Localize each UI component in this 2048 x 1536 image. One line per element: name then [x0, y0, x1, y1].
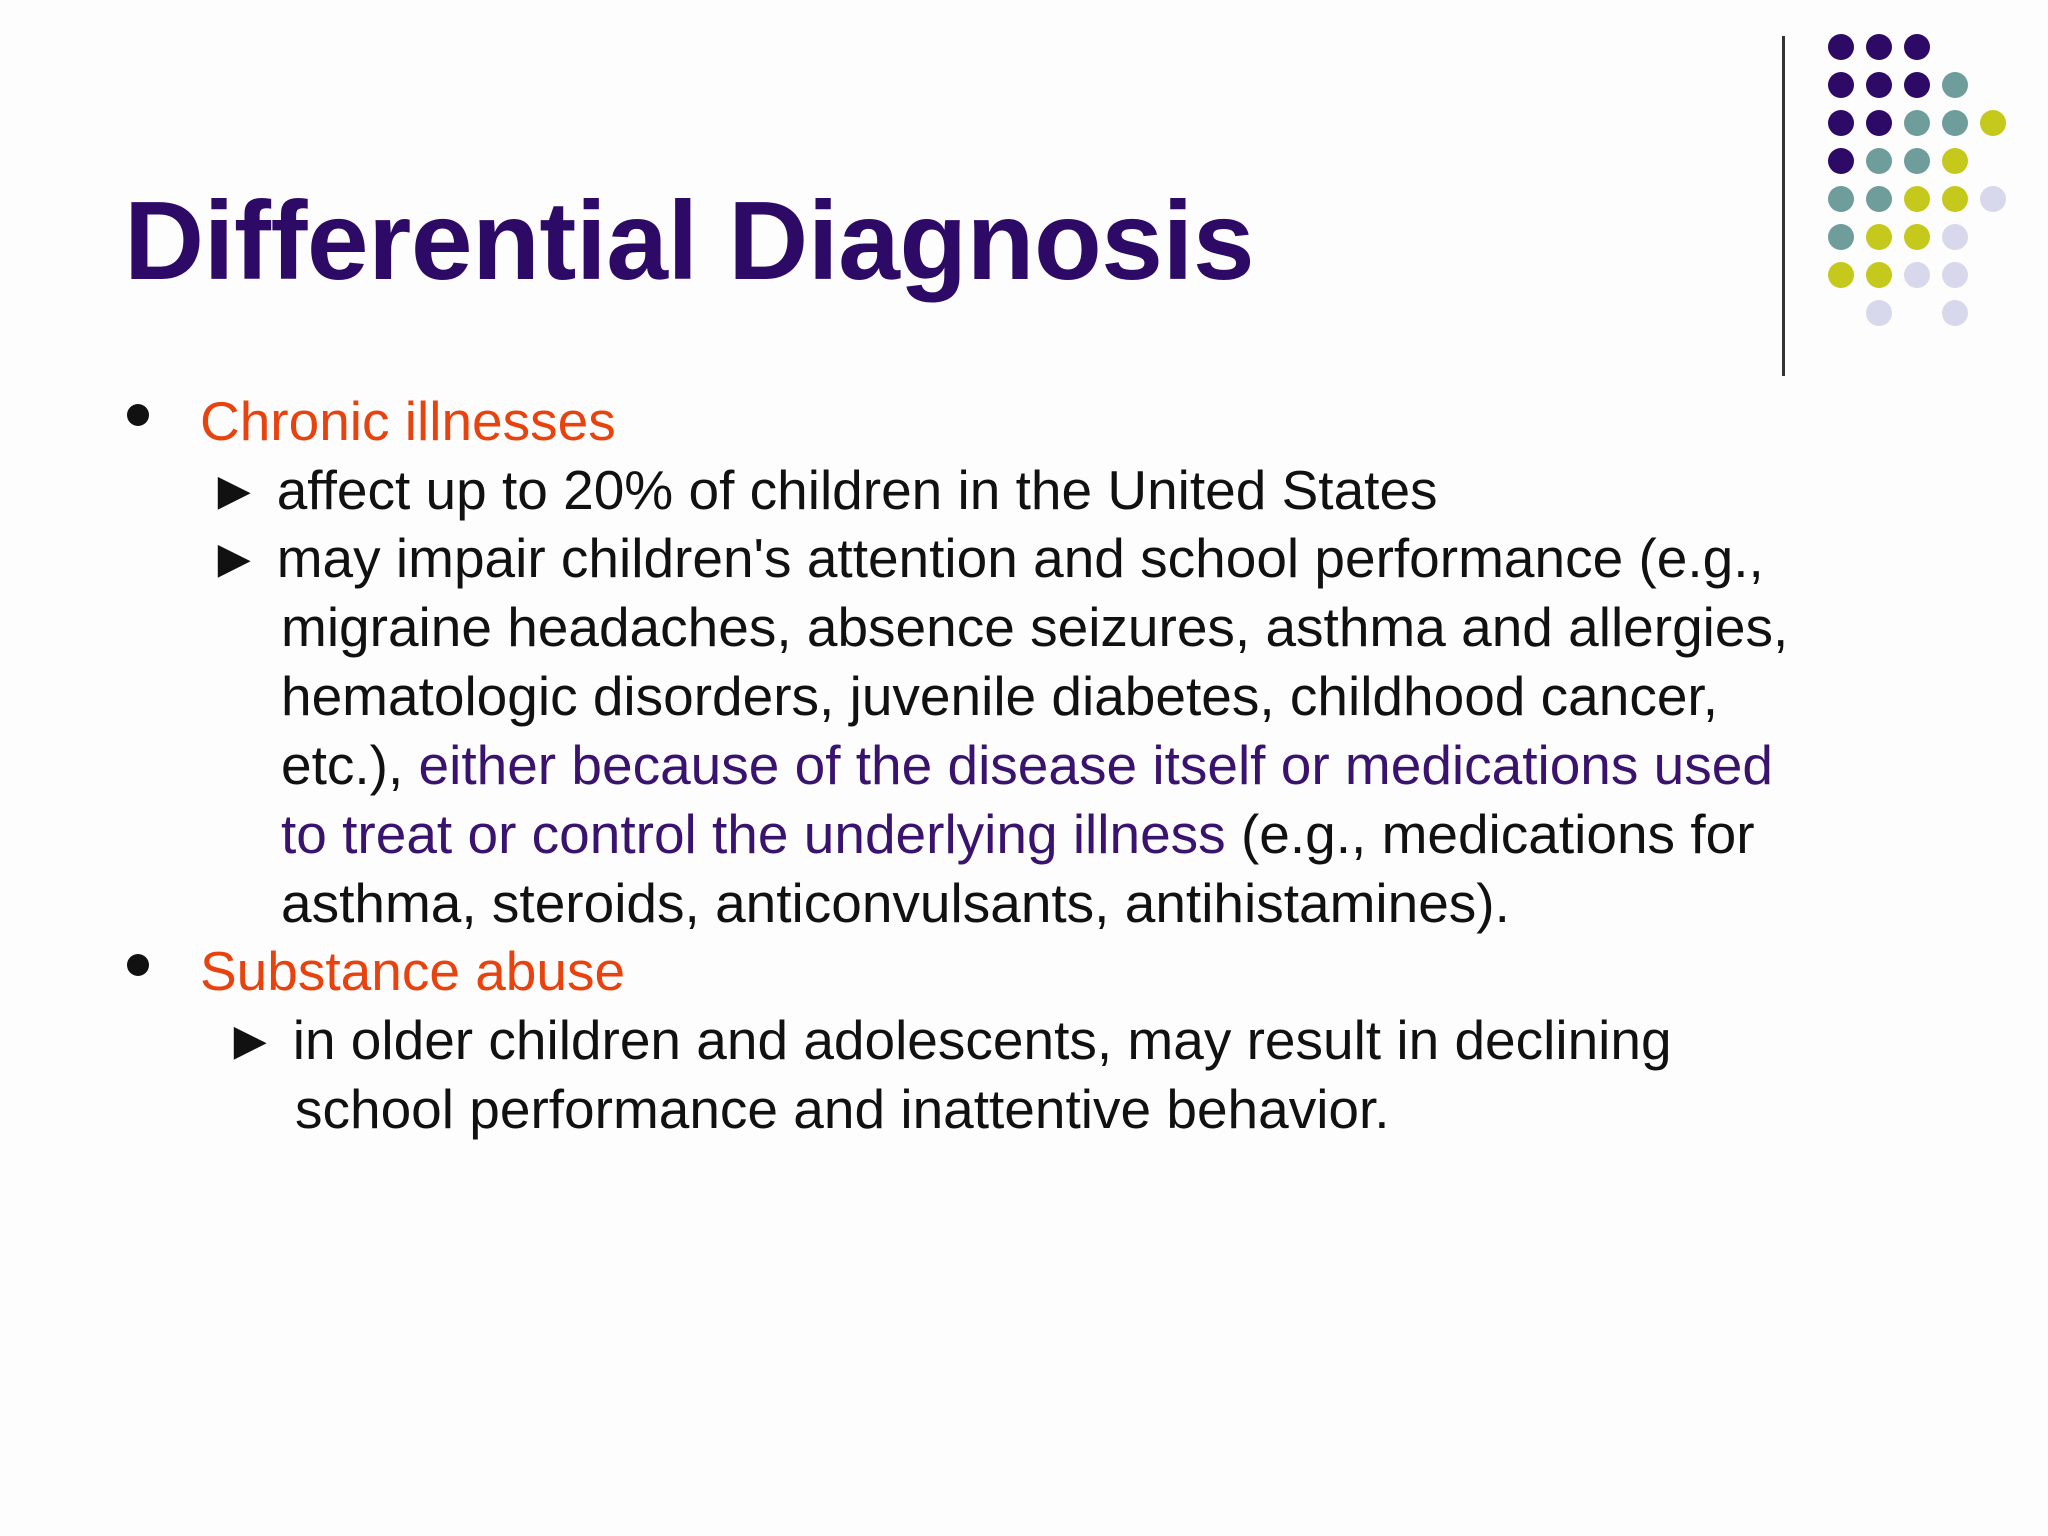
sub-item-line	[223, 1009, 1672, 1071]
sub-item-continuation: hematologic disorders, juvenile diabetes, childhood cancer,	[281, 665, 1718, 727]
sub-item-text: may impair children's attention and school performance (e.g.,	[276, 527, 1764, 589]
slide-title: Differential Diagnosis	[124, 179, 1255, 303]
sub-item-line	[207, 527, 1764, 589]
emphasis-text: to treat or control the underlying illness	[281, 803, 1226, 865]
emphasis-text: either because of the disease itself or medications used	[418, 734, 1773, 796]
normal-text: (e.g., medications for	[1225, 803, 1755, 865]
bullet-heading-substance-abuse: Substance abuse	[200, 940, 626, 1002]
sub-item-text: in older children and adolescents, may result in declining	[292, 1009, 1672, 1071]
sub-item-continuation: school performance and inattentive behavior.	[295, 1078, 1390, 1140]
bullet-icon	[127, 954, 149, 976]
sub-item-continuation	[281, 734, 1773, 796]
arrow-right-icon: ►	[207, 527, 262, 589]
normal-text: etc.),	[281, 734, 419, 796]
bullet-heading-chronic-illnesses: Chronic illnesses	[200, 390, 616, 452]
arrow-right-icon: ►	[207, 459, 262, 521]
arrow-right-icon: ►	[223, 1009, 278, 1071]
sub-item-continuation	[281, 803, 1755, 865]
sub-item-continuation: asthma, steroids, anticonvulsants, antihistamines).	[281, 872, 1510, 934]
bullet-icon	[127, 404, 149, 426]
sub-item-text: affect up to 20% of children in the United States	[276, 459, 1438, 521]
sub-item-continuation: migraine headaches, absence seizures, asthma and allergies,	[281, 596, 1789, 658]
sub-item-line	[207, 459, 1438, 521]
